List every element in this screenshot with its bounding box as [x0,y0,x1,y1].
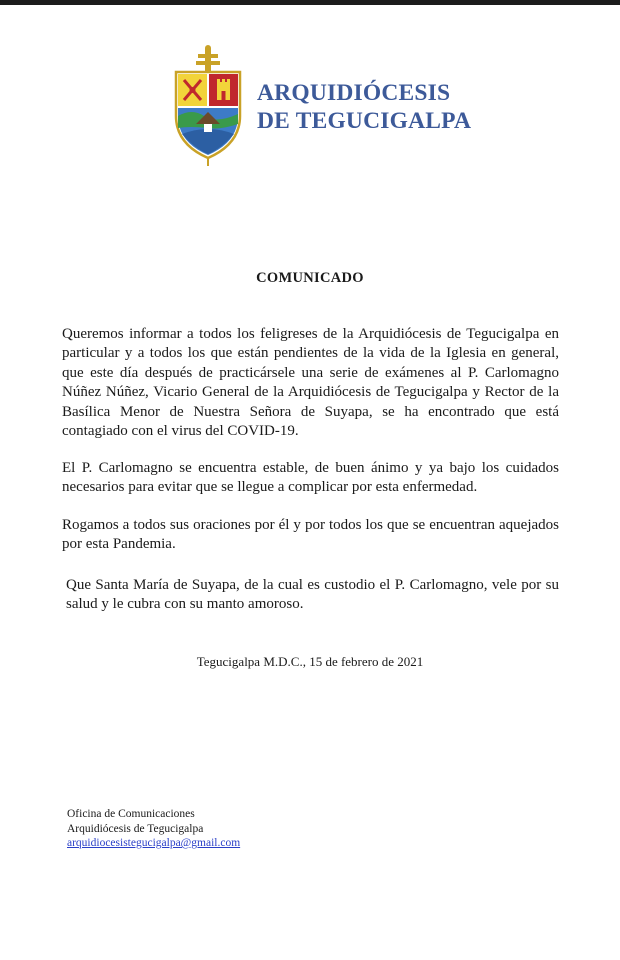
footer-org: Arquidiócesis de Tegucigalpa [67,822,204,835]
footer-email-link[interactable]: arquidiocesistegucigalpa@gmail.com [67,837,241,849]
archdiocese-coat-of-arms-icon [170,44,246,170]
footer-office: Oficina de Comunicaciones [67,808,195,820]
paragraph-prayers: Rogamos a todos sus oraciones por él y por todos los que se encuentran aquejados por esta Pandemia. [62,517,559,553]
paragraph-announcement: Queremos informar a todos los feligreses de la Arquidiócesis de Tegucigalpa en particular y a todos los que están pendientes de la vida de la Iglesia en general, que este día después de practicársele una serie de exámenes al P. Carlomagno Núñez Núñez, Vicario General de la Arquidiócesis de Tegucigalpa y Rector de la Basílica Menor de Nuestra Señora de Suyapa, se ha encontrado que está contagiado con el virus del COVID-19. [62,326,559,440]
dateline: Tegucigalpa M.D.C., 15 de febrero de 2021 [196,654,424,669]
top-edge-bar [0,0,620,5]
organization-name-line-2: DE TEGUCIGALPA [257,108,472,134]
organization-name-line-1: ARQUIDIÓCESIS [257,80,451,106]
paragraph-status: El P. Carlomagno se encuentra estable, de buen ánimo y ya bajo los cuidados necesarios para evitar que se llegue a complicar por esta enfermedad. [62,460,559,496]
footer-signature [67,807,240,851]
paragraph-blessing: Que Santa María de Suyapa, de la cual es custodio el P. Carlomagno, vele por su salud y le cubra con su manto amoroso. [66,577,559,613]
document-title: COMUNICADO [256,270,364,286]
organization-name [257,79,471,135]
